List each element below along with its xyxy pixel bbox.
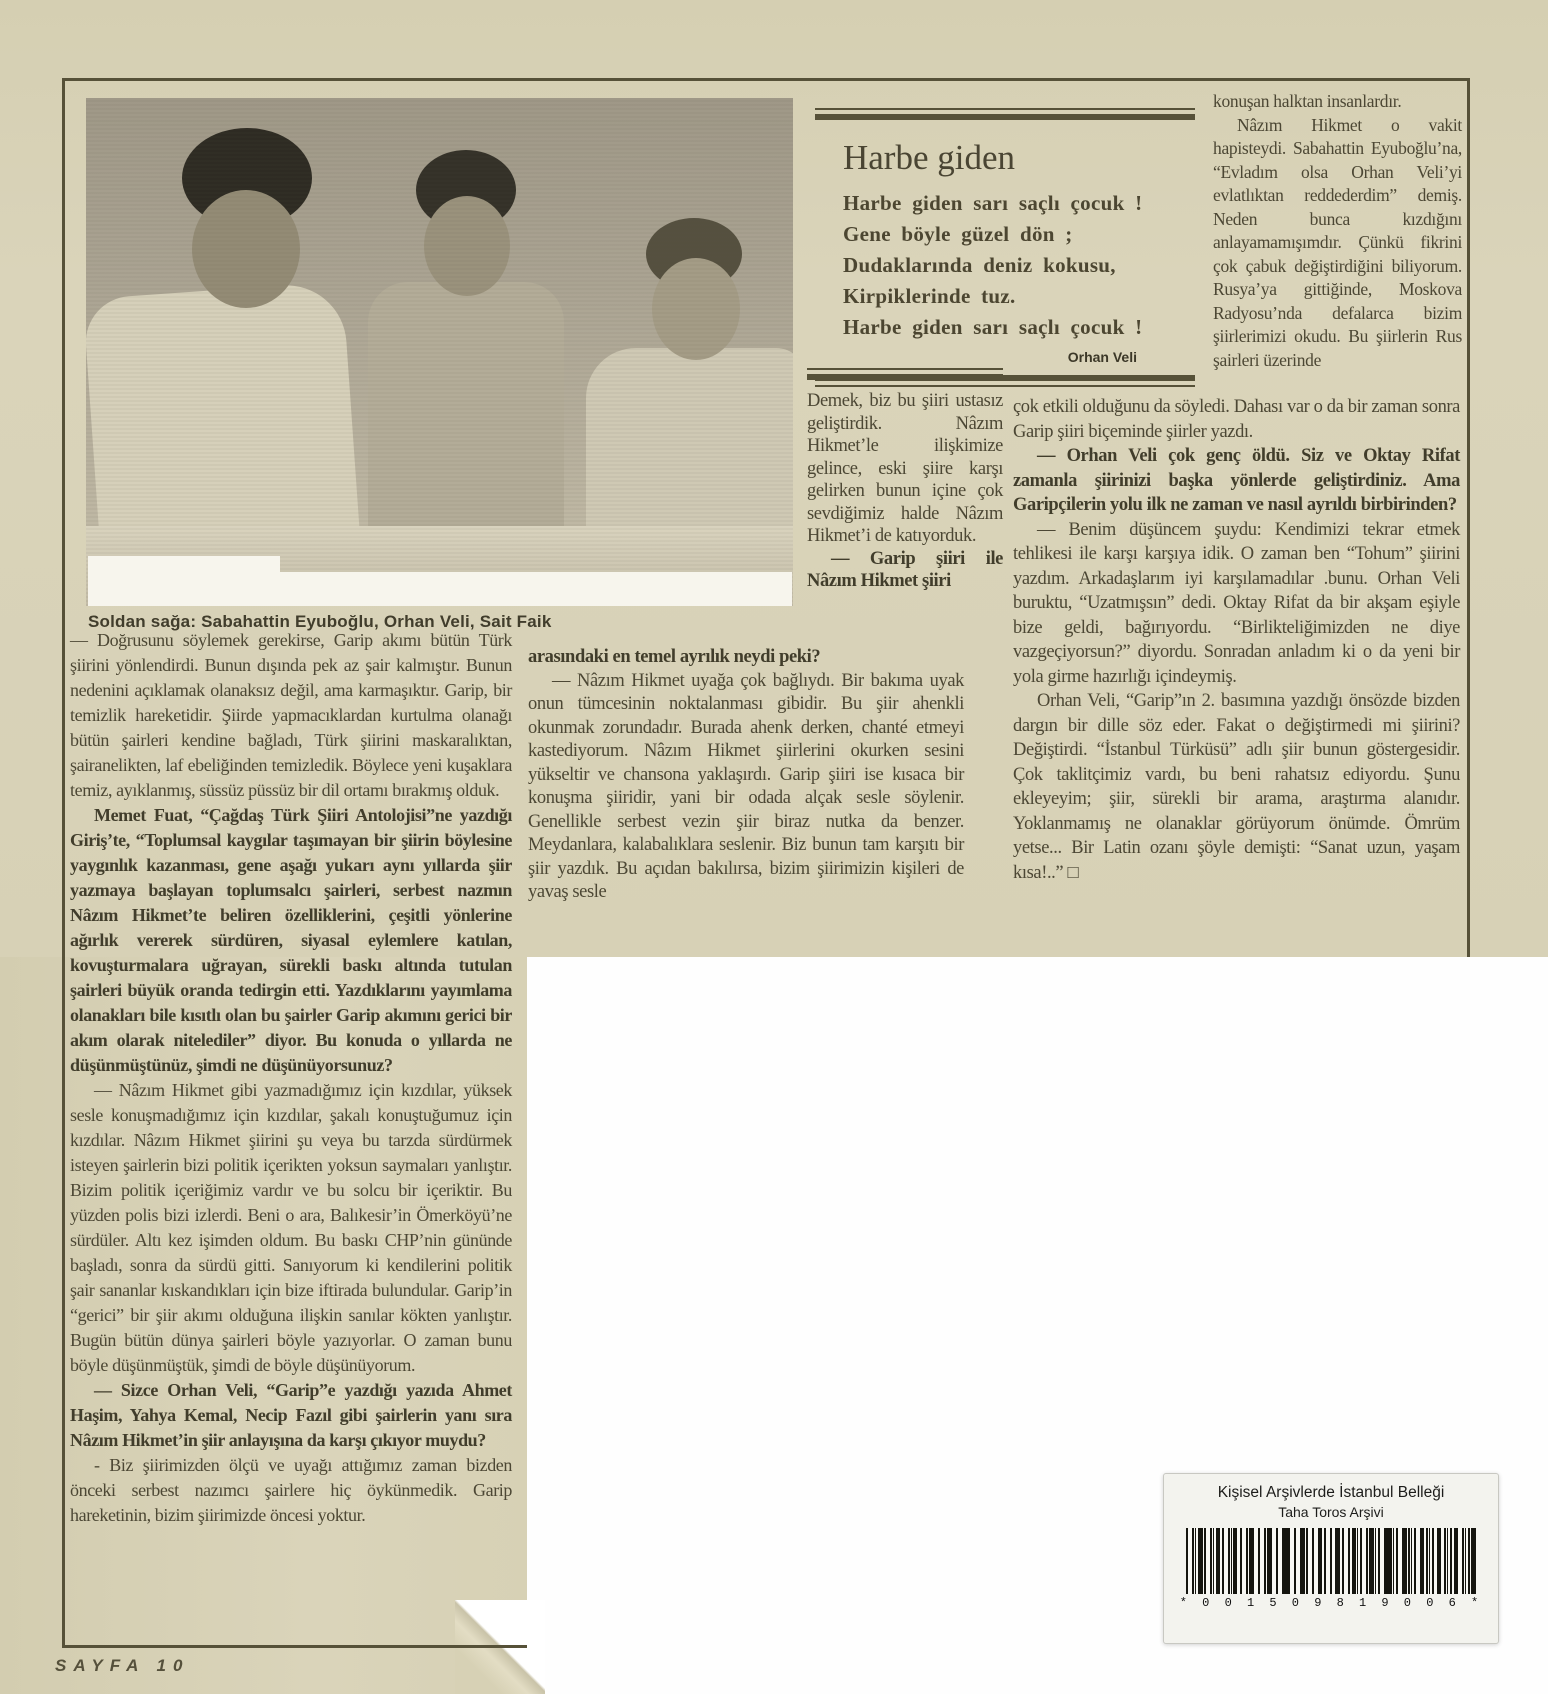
photo-grain-overlay	[86, 98, 793, 606]
poem-box	[815, 108, 1195, 391]
poem-rule-top-thick	[815, 114, 1195, 120]
paragraph: — Doğrusunu söylemek gerekirse, Garip akımı bütün Türk şiirini yönlendirdi. Bunun dışında pek az şair kalmıştır. Bunun nedenini açıklamak olanaksız değil, ama karmaşıktır. Garip, bir temizlik hareketidir. Şiirde yapmacıklardan kurtulma olanağı bütün şairleri kendine bağladı, Türk şiirini maskaralıktan, şairanelikten, laf ebeliğinden temizledik. Böylece yeni kuşaklara temiz, ayıklanmış, süssüz püssüz bir dil ortamı bırakmış olduk.	[70, 630, 512, 800]
photo	[86, 98, 793, 606]
photo-masking-strip	[280, 572, 792, 606]
column-divider-rule-thick	[807, 374, 1003, 380]
column-middle-narrow	[807, 390, 1003, 593]
paragraph: — Garip şiiri ile Nâzım Hikmet şiiri	[807, 548, 1003, 591]
article-frame-border-right	[1467, 78, 1470, 957]
poem-title: Harbe giden	[843, 138, 1016, 177]
paragraph: Memet Fuat, “Çağdaş Türk Şiiri Antolojisi”ne yazdığı Giriş’te, “Toplumsal kaygılar taşımayan bir şiirin böylesine yaygınlık kazanması, gene aşağı yukarı aynı yıllarda şiir yazmaya başlayan toplumsalcı şairleri, serbest nazmın Nâzım Hikmet’te beliren özelliklerini, çeşitli yönlerine ağırlık vererek sürdüren, siyasal eylemlere katılan, kovuşturmalara uğrayan, sürekli baskı altında tutulan şairleri büyük oranda tedirgin etti. Yazdıklarını yayımlama olanakları bile kısıtlı olan bu şairler Garip akımını gerici bir akım olarak nitelediler” diyor. Bu konuda o yıllarda ne düşünmüştünüz, şimdi ne düşünüyorsunuz?	[70, 805, 512, 1075]
paragraph: - Biz şiirimizden ölçü ve uyağı attığımız zaman bizden önceki serbest nazımcı şairlere hiç öykünmedik. Garip hareketinin, bizim şiirimizde öncesi yoktur.	[70, 1455, 512, 1525]
page-number: SAYFA 10	[55, 1656, 190, 1675]
column-center	[528, 646, 964, 905]
poem-line: Kirpiklerinde tuz.	[843, 284, 1016, 308]
article-frame-border-bottom	[62, 1645, 527, 1648]
paragraph: Orhan Veli, “Garip”ın 2. basımına yazdığı önsözde bizden dargın bir dille söz eder. Fakat o değiştirmedi mi şiirini? Değiştirdi. “İstanbul Türküsü” adlı şiir bunun göstergesidir. Çok taklitçimiz vardı, bu beni rahatsız ediyordu. Şunu ekleyeyim; şiir, sürekli bir arama, araştırma alanıdır. Yoklanmamış ne olanaklar görüyorum önümde. Ömrüm yetse... Bir Latin ozanı şöyle demişti: “Sanat uzun, yaşam kısa!..” □	[1013, 691, 1460, 883]
article-frame-border-left	[62, 78, 65, 1648]
archive-label-subtitle: Taha Toros Arşivi	[1278, 1504, 1384, 1520]
poem-line: Harbe giden sarı saçlı çocuk !	[843, 191, 1143, 215]
paragraph: arasındaki en temel ayrılık neydi peki?	[528, 647, 821, 667]
barcode-number: * 0 0 1 5 0 9 8 1 9 0 0 6 *	[1179, 1596, 1483, 1610]
photo-masking-strip	[88, 556, 280, 606]
paragraph: — Orhan Veli çok genç öldü. Siz ve Oktay Rifat zamanla şiirinizi başka yönlerde geliştirdiniz. Ama Garipçilerin yolu ilk ne zaman ve nasıl ayrıldı birbirinden?	[1013, 446, 1460, 515]
paragraph: — Benim düşüncem şuydu: Kendimizi tekrar etmek tehlikesi ile karşı karşıya idik. O zaman ben “Tohum” şiirini yazdım. Arkadaşlarım iyi karşılamadılar .bunu. Orhan Veli buruktu, “Uzatmışsın” dedi. Oktay Rifat da bir akşam eşiyle bize geldi, bağırıyordu. “Birlikteliğimizden ne diye vazgeçiyorsun?” diyordu. Sonradan anladım ki o da yeni bir yola girme hazırlığı içindeymiş.	[1013, 519, 1460, 687]
column-divider-rule-thin	[807, 368, 1003, 370]
paragraph: Nâzım Hikmet o vakit hapisteydi. Sabahattin Eyuboğlu’na, “Evladım olsa Orhan Veli’yi evlatlıktan reddederdim” demiş. Neden bunca kızdığını anlayamamışımdır. Çünkü fikrini çok çabuk değiştirdiğini biliyorum. Rusya’ya gittiğinde, Moskova Radyosu’nda defalarca bizim şiirlerimizi okudu. Bu şiirlerin Rus şairleri üzerinde	[1213, 114, 1462, 370]
poem-line: Dudaklarında deniz kokusu,	[843, 253, 1116, 277]
poem-lines	[843, 188, 1195, 343]
poem-line: Harbe giden sarı saçlı çocuk !	[843, 315, 1143, 339]
archive-label-title: Kişisel Arşivlerde İstanbul Belleği	[1217, 1484, 1445, 1501]
column-divider-rule	[807, 368, 1003, 380]
article-frame-border-top	[62, 78, 1470, 81]
paragraph: — Nâzım Hikmet uyağa çok bağlıydı. Bir bakıma uyak onun tümcesinin noktalanması gibidir. Bu şiir ahenkli okunmak zorundadır. Burada ahenk derken, chanté etmeyi kastediyorum. Nâzım Hikmet şiirlerini okurken sesini yükseltir ve chansona yaklaşırdı. Garip şiiri ise kısaca bir konuşma şiiridir, yani bir odada alçak sesle söylenir. Genellikle serbest vezin şiir biraz nutka da benzer. Meydanlara, kalabalıklara seslenir. Biz bunun tam karşıtı bir şiir yazdık. Bu açıdan bakılırsa, bizim şiirimizin kişileri de yavaş sesle	[528, 670, 964, 902]
paragraph: — Sizce Orhan Veli, “Garip”e yazdığı yazıda Ahmet Haşim, Yahya Kemal, Necip Fazıl gibi şairlerin yanı sıra Nâzım Hikmet’in şiir anlayışına da karşı çıkıyor muydu?	[70, 1380, 512, 1450]
archive-label	[1163, 1473, 1499, 1644]
column-right	[1013, 395, 1460, 885]
photo-caption: Soldan sağa: Sabahattin Eyuboğlu, Orhan Veli, Sait Faik	[88, 612, 552, 631]
poem-rule-top-thin	[815, 108, 1195, 110]
column-left	[70, 628, 512, 1528]
paragraph: konuşan halktan insanlardır.	[1213, 91, 1402, 111]
poem-line: Gene böyle güzel dön ;	[843, 222, 1073, 246]
column-top-right	[1213, 90, 1462, 372]
poem-rule-bottom-thin	[815, 385, 1195, 387]
paragraph: Demek, biz bu şiiri ustasız geliştirdik. Nâzım Hikmet’le ilişkimize gelince, eski şiire karşı gelirken bunun içine çok sevdiğimiz halde Nâzım Hikmet’i de katıyorduk.	[807, 391, 1003, 546]
barcode	[1186, 1528, 1476, 1594]
poem-signature: Orhan Veli	[1067, 349, 1137, 365]
paragraph: çok etkili olduğunu da söyledi. Dahası var o da bir zaman sonra Garip şiiri biçeminde şiirler yazdı.	[1013, 397, 1460, 442]
paragraph: — Nâzım Hikmet gibi yazmadığımız için kızdılar, yüksek sesle konuşmadığımız için kızdılar, şakalı konuştuğumuz için kızdılar. Nâzım Hikmet şiirini şu veya bu tarzda sürdürmek isteyen şairlerin bizi politik içerikten yoksun saymaları yanlıştır. Bizim politik içeriğimiz vardır ve bu solcu bir içeriktir. Bu yüzden polis bizi izlerdi. Beni o ara, Balıkesir’in Ömerköyü’ne sürdüler. Altı kez işimden oldum. Bu baskı CHP’nin gününde başladı, sonra da sürdü gitti. Sanıyorum ki kendilerini politik şair sananlar kıskandıkları için bize iftirada bulundular. Garip’in “gerici” bir şiir akımı olduğuna ilişkin sanılar kökten yanlıştır. Bugün bütün dünya şairleri böyle yazıyorlar. O zaman bunu böyle düşünmüştük, şimdi de böyle düşünüyorum.	[70, 1080, 512, 1375]
